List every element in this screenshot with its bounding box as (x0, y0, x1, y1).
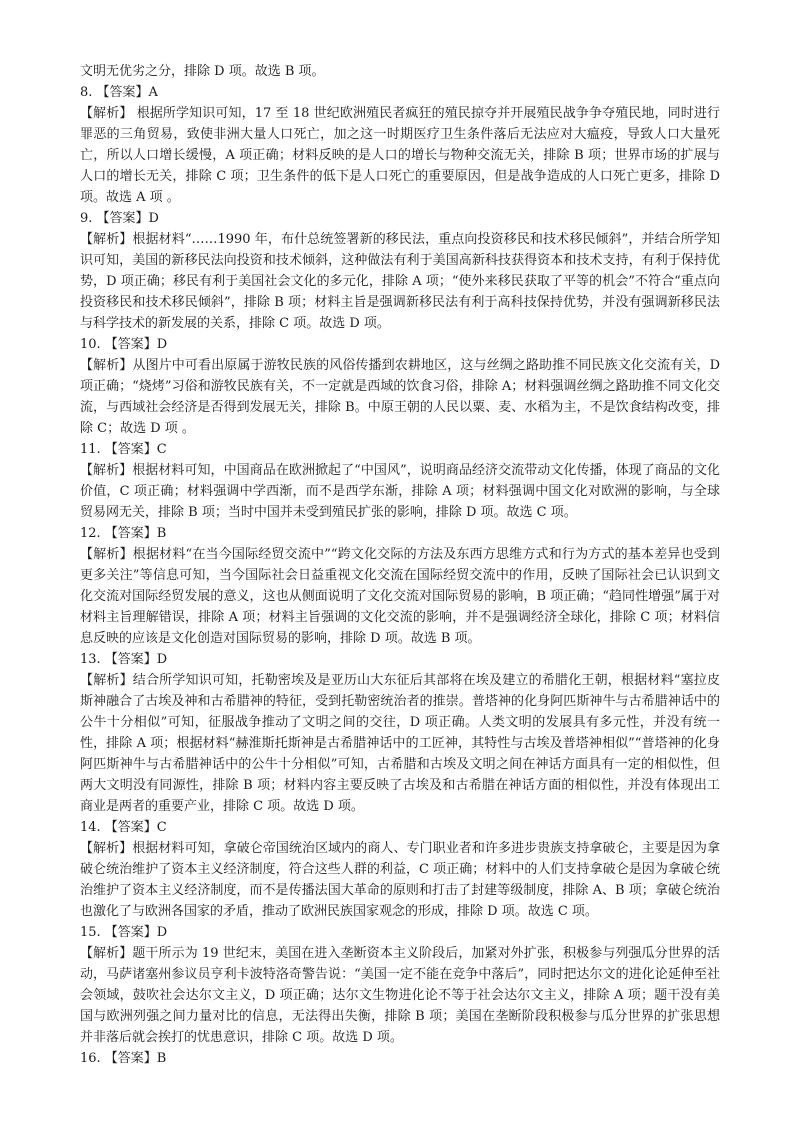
analysis-8: 【解析】 根据所学知识可知，17 至 18 世纪欧洲殖民者疯狂的殖民掠夺并开展殖民战争争夺殖民地，同时进行罪恶的三角贸易，致使非洲大量人口死亡，加之这一时期医疗卫生条件落后无法应对大瘟疫，导致人口大量死亡，所以人口增长缓慢，A 项正确；材料反映的是人口的增长与物种交流无关，排除 B 项；世界市场的扩展与人口的增长无关，排除 C 项；卫生条件的低下是人口死亡的重要原因，但是战争造成的人口死亡更多，排除 D 项。故选 A 项 。 (80, 106, 720, 205)
intro-text: 文明无优劣之分，排除 D 项。故选 B 项。 (80, 64, 325, 79)
answer-14: 14. 【答案】C (80, 820, 167, 835)
analysis-9: 【解析】根据材料“……1990 年，布什总统签署新的移民法，重点向投资移民和技术移民倾斜”，并结合所学知识可知，美国的新移民法向投资和技术倾斜，这种做法有利于美国高新科技获得资本和技术支持，有利于保持优势，D 项正确；移民有利于美国社会文化的多元化，排除 A 项；“使外来移民获取了平等的机会”不符合“重点向投资移民和技术移民倾斜”，排除 B 项；材料主旨是强调新移民法有利于高科技保持优势，并没有强调新移民法与科学技术的新发展的关系，排除 C 项。故选 D 项。 (80, 232, 720, 331)
answer-8: 8. 【答案】A (80, 85, 158, 100)
answer-10: 10. 【答案】D (80, 337, 168, 352)
analysis-14: 【解析】根据材料可知，拿破仑帝国统治区域内的商人、专门职业者和许多进步贵族支持拿破仑，主要是因为拿破仑统治维护了资本主义经济制度，符合这些人群的利益，C 项正确；材料中的人们支持拿破仑是因为拿破仑统治维护了资本主义经济制度，而不是传播法国大革命的原则和打击了封建等级制度，排除 A、B 项；拿破仑统治也激化了与欧洲各国家的矛盾，推动了欧洲民族国家观念的形成，排除 D 项。故选 C 项。 (80, 841, 720, 919)
analysis-12: 【解析】根据材料“在当今国际经贸交流中”“跨文化交际的方法及东西方思维方式和行为方式的基本差异也受到更多关注”等信息可知，当今国际社会日益重视文化交流在国际经贸交流中的作用，反映了国际社会已认识到文化交流对国际经贸发展的意义，这也从侧面说明了文化交流对国际贸易的影响，B 项正确；“趋同性增强”属于对材料主旨理解错误，排除 A 项；材料主旨强调的文化交流的影响，并不是强调经济全球化，排除 C 项；材料信息反映的应该是文化创造对国际贸易的影响，排除 D 项。故选 B 项。 (80, 547, 720, 646)
answer-15: 15. 【答案】D (80, 925, 168, 940)
analysis-15: 【解析】题干所示为 19 世纪末，美国在进入垄断资本主义阶段后，加紧对外扩张，积极参与列强瓜分世界的活动，马萨诸塞州参议员亨利卡波特洛奇警告说：“美国一定不能在竞争中落后”，同时把达尔文的进化论延伸至社会领域，鼓吹社会达尔文主义，D 项正确；达尔文生物进化论不等于社会达尔文主义，排除 A 项；题干没有美国与欧洲列强之间力量对比的信息，无法得出失衡，排除 B 项；美国在垄断阶段积极参与瓜分世界的扩张思想并非落后就会挨打的忧患意识，排除 C 项。故选 D 项。 (80, 946, 720, 1045)
answer-9: 9. 【答案】D (80, 211, 159, 226)
analysis-11: 【解析】根据材料可知，中国商品在欧洲掀起了“中国风”，说明商品经济交流带动文化传播，体现了商品的文化价值，C 项正确；材料强调中学西渐，而不是西学东渐，排除 A 项；材料强调中国文化对欧洲的影响，与全球贸易网无关，排除 B 项；当时中国并未受到殖民扩张的影响，排除 D 项。故选 C 项。 (80, 463, 720, 520)
analysis-13: 【解析】结合所学知识可知，托勒密埃及是亚历山大东征后其部将在埃及建立的希腊化王朝，根据材料“塞拉皮斯神融合了古埃及神和古希腊神的特征，受到托勒密统治者的推崇。普塔神的化身阿匹斯神牛与古希腊神话中的公牛十分相似”可知，征服战争推动了文明之间的交往，D 项正确。人类文明的发展具有多元性，并没有统一性，排除 A 项；根据材料“赫淮斯托斯神是古希腊神话中的工匠神，其特性与古埃及普塔神相似”“普塔神的化身阿匹斯神牛与古希腊神话中的公牛十分相似”可知，古希腊和古埃及文明之间在神话方面具有一定的相似性，但两大文明没有同源性，排除 B 项；材料内容主要反映了古埃及和古希腊在神话方面的相似性，并没有体现出工商业是两者的重要产业，排除 C 项。故选 D 项。 (80, 673, 720, 814)
answer-13: 13. 【答案】D (80, 652, 168, 667)
analysis-10: 【解析】从图片中可看出原属于游牧民族的风俗传播到农耕地区，这与丝绸之路助推不同民族文化交流有关，D 项正确；“烧烤”习俗和游牧民族有关，不一定就是西域的饮食习俗，排除 A；材料强调丝绸之路助推不同文化交流，与西域社会经济是否得到发展无关，排除 B。中原王朝的人民以粟、麦、水稻为主，不是饮食结构改变，排除 C；故选 D 项 。 (80, 358, 720, 436)
answer-16: 16. 【答案】B (80, 1051, 167, 1066)
answer-11: 11. 【答案】C (80, 442, 167, 457)
answer-document (80, 61, 720, 1069)
answer-12: 12. 【答案】B (80, 526, 167, 541)
